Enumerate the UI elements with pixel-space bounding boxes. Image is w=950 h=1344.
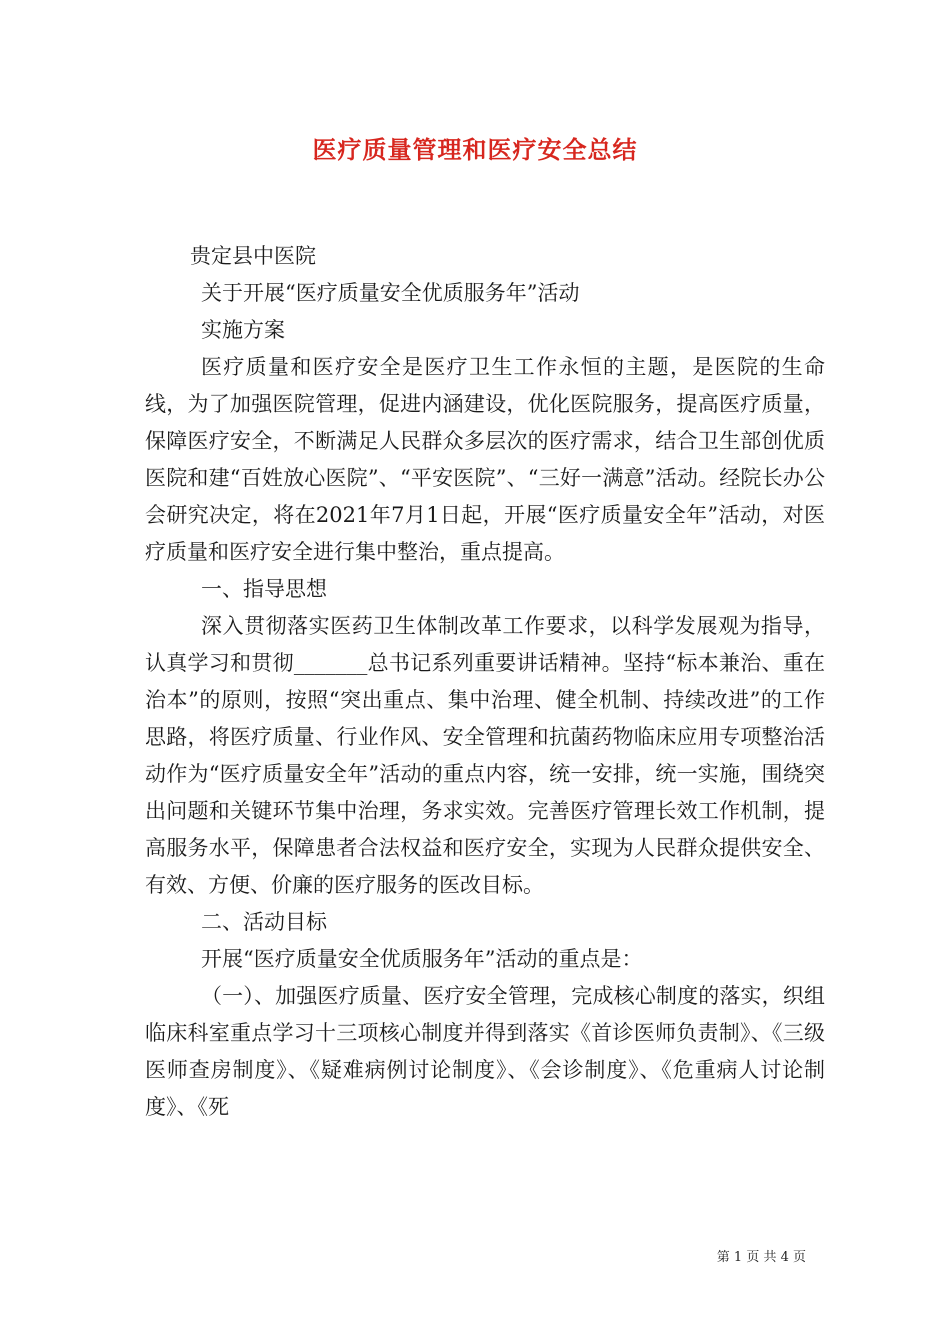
header-line-activity: 关于开展“医疗质量安全优质服务年”活动	[201, 281, 580, 305]
document-body	[145, 238, 825, 1126]
page-number-footer: 第 1 页 共 4 页	[716, 1250, 806, 1265]
section-heading-guiding-ideology: 一、指导思想	[201, 577, 327, 601]
paragraph-intro: 医疗质量和医疗安全是医疗卫生工作永恒的主题，是医院的生命线，为了加强医院管理，促进内涵建设，优化医院服务，提高医疗质量，保障医疗安全，不断满足人民群众多层次的医疗需求，结合卫生部创优质医院和建“百姓放心医院”、“平安医院”、“三好一满意”活动。经院长办公会研究决定，将在2021年7月1日起，开展“医疗质量安全年”活动，对医疗质量和医疗安全进行集中整治，重点提高。	[145, 355, 825, 564]
document-title: 医疗质量管理和医疗安全总结	[312, 135, 638, 164]
paragraph-guiding-ideology: 深入贯彻落实医药卫生体制改革工作要求，以科学发展观为指导，认真学习和贯彻_______总书记系列重要讲话精神。坚持“标本兼治、重在治本”的原则，按照“突出重点、集中治理、健全机制、持续改进”的工作思路，将医疗质量、行业作风、安全管理和抗菌药物临床应用专项整治活动作为“医疗质量安全年”活动的重点内容，统一安排，统一实施，围绕突出问题和关键环节集中治理，务求实效。完善医疗管理长效工作机制，提高服务水平，保障患者合法权益和医疗安全，实现为人民群众提供安全、有效、方便、价廉的医疗服务的医改目标。	[145, 614, 825, 897]
section-heading-activity-goals: 二、活动目标	[201, 910, 327, 934]
header-line-plan: 实施方案	[201, 318, 285, 342]
header-line-hospital: 贵定县中医院	[190, 244, 316, 268]
paragraph-activity-focus: 开展“医疗质量安全优质服务年”活动的重点是：	[201, 947, 643, 971]
paragraph-item-one: （一）、加强医疗质量、医疗安全管理，完成核心制度的落实，织组临床科室重点学习十三项核心制度并得到落实《首诊医师负责制》、《三级医师查房制度》、《疑难病例讨论制度》、《会诊制度》、《危重病人讨论制度》、《死	[145, 984, 825, 1119]
